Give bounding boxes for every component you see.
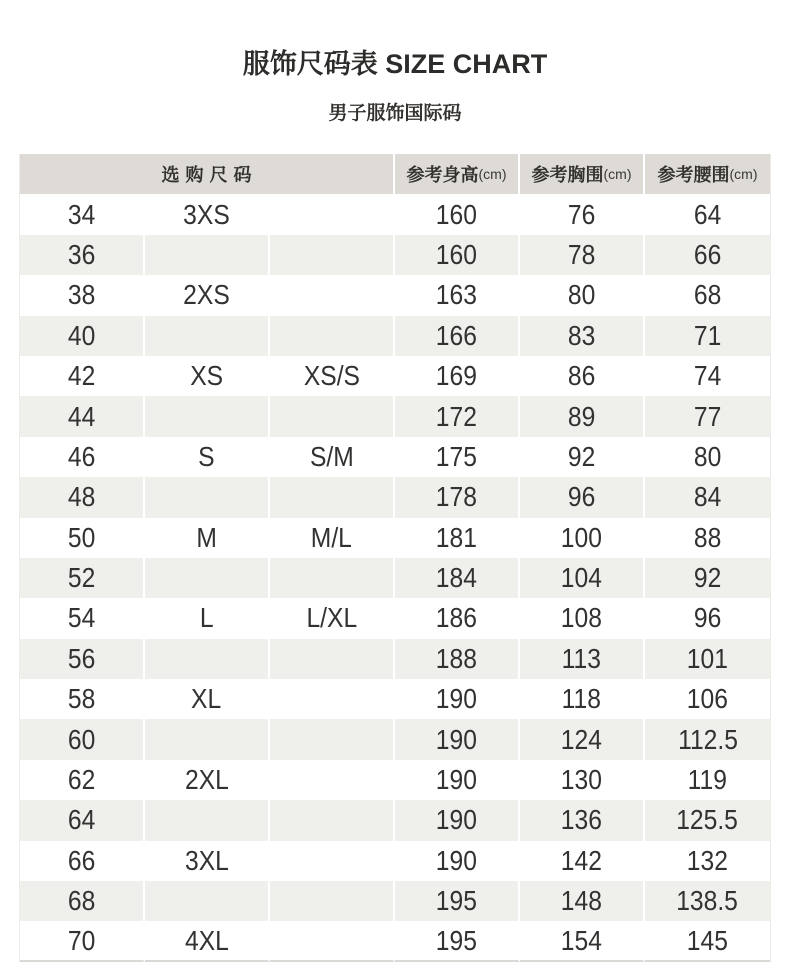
cell-value: 77 <box>693 400 722 432</box>
cell-value: 195 <box>435 924 478 956</box>
cell-value: 190 <box>435 764 478 796</box>
header-waist-label: 参考腰围 <box>657 165 730 186</box>
cell-value: 169 <box>435 360 478 392</box>
cell-intl <box>145 194 270 234</box>
cell-value: 142 <box>560 844 603 876</box>
cell-value: 148 <box>560 885 603 917</box>
header-chest-label: 参考胸围 <box>531 165 604 186</box>
cell-combo <box>270 437 395 477</box>
cell-value: 4XL <box>184 924 229 956</box>
cell-waist <box>645 316 770 356</box>
cell-value: 181 <box>435 521 478 553</box>
cell-value: 74 <box>693 360 722 392</box>
table-row <box>20 356 770 396</box>
cell-chest <box>520 921 645 961</box>
cell-chest <box>520 518 645 558</box>
table-row <box>20 679 770 719</box>
table-row <box>20 316 770 356</box>
cell-value: 52 <box>67 562 96 594</box>
cell-value: M <box>196 521 217 553</box>
cell-waist <box>645 639 770 679</box>
cell-size <box>20 316 145 356</box>
cell-combo <box>270 598 395 638</box>
cell-value: 64 <box>67 804 96 836</box>
cell-chest <box>520 396 645 436</box>
cell-height <box>395 598 520 638</box>
cell-combo <box>270 679 395 719</box>
cell-value: 88 <box>693 521 722 553</box>
cell-value: 96 <box>693 602 722 634</box>
cell-intl <box>145 558 270 598</box>
table-row <box>20 719 770 759</box>
table-row <box>20 194 770 234</box>
cell-height <box>395 396 520 436</box>
cell-value: 2XS <box>183 279 230 311</box>
cell-intl <box>145 396 270 436</box>
cell-value: 154 <box>560 924 603 956</box>
cell-combo <box>270 558 395 598</box>
cell-waist <box>645 881 770 921</box>
cell-intl <box>145 356 270 396</box>
cell-value: 184 <box>435 562 478 594</box>
cell-value: 68 <box>67 885 96 917</box>
cell-combo <box>270 881 395 921</box>
table-row <box>20 598 770 638</box>
cell-value: 36 <box>67 238 96 270</box>
cell-height <box>395 841 520 881</box>
cell-value: 66 <box>67 844 96 876</box>
cell-size <box>20 800 145 840</box>
table-row <box>20 881 770 921</box>
cell-chest <box>520 719 645 759</box>
cell-value: L <box>199 602 214 634</box>
cell-combo <box>270 921 395 961</box>
cell-height <box>395 639 520 679</box>
table-row <box>20 921 770 961</box>
cell-chest <box>520 437 645 477</box>
cell-value: 160 <box>435 198 478 230</box>
cell-height <box>395 558 520 598</box>
cell-size <box>20 356 145 396</box>
cell-value: M/L <box>310 521 353 553</box>
cell-size <box>20 719 145 759</box>
table-row <box>20 800 770 840</box>
table-body <box>20 194 770 961</box>
cell-value: 48 <box>67 481 96 513</box>
cell-value: 112.5 <box>677 723 738 755</box>
cell-value: 106 <box>686 683 729 715</box>
cell-combo <box>270 316 395 356</box>
cell-chest <box>520 679 645 719</box>
cell-value: XS/S <box>303 360 360 392</box>
header-chest-unit: (cm) <box>603 166 632 183</box>
cell-chest <box>520 477 645 517</box>
cell-value: 58 <box>67 683 96 715</box>
cell-size <box>20 558 145 598</box>
table-row <box>20 558 770 598</box>
cell-value: 40 <box>67 319 96 351</box>
cell-value: 86 <box>567 360 596 392</box>
cell-value: 3XS <box>183 198 230 230</box>
cell-size <box>20 194 145 234</box>
cell-size <box>20 760 145 800</box>
cell-value: 138.5 <box>676 885 739 917</box>
cell-chest <box>520 760 645 800</box>
cell-combo <box>270 719 395 759</box>
cell-waist <box>645 558 770 598</box>
cell-value: 50 <box>67 521 96 553</box>
cell-value: 96 <box>567 481 596 513</box>
cell-value: 124 <box>560 723 603 755</box>
cell-value: 188 <box>435 642 478 674</box>
cell-value: 130 <box>560 764 603 796</box>
cell-value: 101 <box>686 642 729 674</box>
cell-value: 76 <box>567 198 596 230</box>
cell-value: 42 <box>67 360 96 392</box>
cell-waist <box>645 518 770 558</box>
cell-value: 190 <box>435 723 478 755</box>
cell-size <box>20 598 145 638</box>
cell-value: 92 <box>693 562 722 594</box>
cell-value: 70 <box>67 924 96 956</box>
cell-combo <box>270 356 395 396</box>
cell-chest <box>520 841 645 881</box>
cell-value: 66 <box>693 238 722 270</box>
table-row <box>20 841 770 881</box>
cell-intl <box>145 235 270 275</box>
cell-value: XS <box>190 360 223 392</box>
cell-value: 89 <box>567 400 596 432</box>
cell-value: 3XL <box>184 844 229 876</box>
cell-height <box>395 437 520 477</box>
cell-size <box>20 679 145 719</box>
cell-value: 62 <box>67 764 96 796</box>
cell-height <box>395 719 520 759</box>
cell-intl <box>145 719 270 759</box>
cell-size <box>20 477 145 517</box>
cell-height <box>395 235 520 275</box>
cell-value: 190 <box>435 683 478 715</box>
header-waist-unit: (cm) <box>729 166 758 183</box>
cell-chest <box>520 639 645 679</box>
cell-height <box>395 194 520 234</box>
page-title: 服饰尺码表 SIZE CHART <box>242 49 548 79</box>
cell-value: 44 <box>67 400 96 432</box>
cell-intl <box>145 477 270 517</box>
cell-height <box>395 316 520 356</box>
table-row <box>20 396 770 436</box>
cell-waist <box>645 437 770 477</box>
cell-value: 34 <box>67 198 96 230</box>
cell-height <box>395 800 520 840</box>
header-size-selection-label: 选购尺码 <box>161 165 258 186</box>
cell-size <box>20 841 145 881</box>
cell-combo <box>270 518 395 558</box>
cell-combo <box>270 639 395 679</box>
cell-value: 108 <box>560 602 603 634</box>
cell-waist <box>645 719 770 759</box>
cell-combo <box>270 477 395 517</box>
table-row <box>20 639 770 679</box>
header-height-label: 参考身高 <box>406 165 479 186</box>
header-cell-chest <box>520 154 645 194</box>
cell-height <box>395 477 520 517</box>
table-row <box>20 518 770 558</box>
cell-height <box>395 518 520 558</box>
cell-value: 60 <box>67 723 96 755</box>
cell-size <box>20 437 145 477</box>
cell-value: 113 <box>561 642 602 674</box>
cell-height <box>395 760 520 800</box>
cell-chest <box>520 558 645 598</box>
cell-waist <box>645 598 770 638</box>
cell-value: 83 <box>567 319 596 351</box>
cell-intl <box>145 518 270 558</box>
cell-size <box>20 518 145 558</box>
cell-value: 118 <box>561 683 602 715</box>
cell-combo <box>270 396 395 436</box>
cell-value: 46 <box>67 440 96 472</box>
cell-value: 80 <box>693 440 722 472</box>
cell-intl <box>145 921 270 961</box>
cell-intl <box>145 760 270 800</box>
cell-value: 195 <box>435 885 478 917</box>
page-subtitle: 男子服饰国际码 <box>328 103 462 124</box>
cell-waist <box>645 275 770 315</box>
cell-value: 68 <box>693 279 722 311</box>
cell-size <box>20 396 145 436</box>
cell-waist <box>645 194 770 234</box>
cell-intl <box>145 437 270 477</box>
cell-value: 172 <box>435 400 478 432</box>
cell-value: 119 <box>687 764 728 796</box>
cell-height <box>395 921 520 961</box>
table-row <box>20 760 770 800</box>
table-row <box>20 477 770 517</box>
cell-intl <box>145 841 270 881</box>
cell-size <box>20 275 145 315</box>
cell-value: 64 <box>693 198 722 230</box>
cell-chest <box>520 598 645 638</box>
cell-combo <box>270 841 395 881</box>
cell-value: 71 <box>693 319 722 351</box>
header-cell-height <box>395 154 520 194</box>
header-cell-size-selection <box>20 154 395 194</box>
cell-value: 190 <box>435 844 478 876</box>
cell-value: 104 <box>560 562 603 594</box>
cell-value: 166 <box>435 319 478 351</box>
cell-waist <box>645 800 770 840</box>
cell-value: 100 <box>560 521 603 553</box>
cell-chest <box>520 356 645 396</box>
cell-chest <box>520 881 645 921</box>
size-table <box>19 154 771 962</box>
cell-value: 178 <box>435 481 478 513</box>
cell-value: 136 <box>560 804 603 836</box>
cell-value: 186 <box>435 602 478 634</box>
table-header-row <box>20 154 770 194</box>
cell-waist <box>645 679 770 719</box>
cell-height <box>395 679 520 719</box>
table-row <box>20 235 770 275</box>
cell-size <box>20 881 145 921</box>
cell-chest <box>520 235 645 275</box>
cell-chest <box>520 800 645 840</box>
cell-combo <box>270 760 395 800</box>
cell-intl <box>145 598 270 638</box>
cell-value: 145 <box>686 924 729 956</box>
cell-value: S/M <box>309 440 354 472</box>
cell-combo <box>270 275 395 315</box>
cell-value: L/XL <box>306 602 357 634</box>
cell-value: S <box>198 440 215 472</box>
cell-waist <box>645 477 770 517</box>
cell-value: XL <box>191 683 222 715</box>
cell-intl <box>145 679 270 719</box>
cell-value: 84 <box>693 481 722 513</box>
cell-waist <box>645 235 770 275</box>
cell-value: 2XL <box>184 764 229 796</box>
cell-value: 160 <box>435 238 478 270</box>
table-row <box>20 437 770 477</box>
cell-value: 190 <box>435 804 478 836</box>
cell-intl <box>145 800 270 840</box>
cell-intl <box>145 316 270 356</box>
cell-value: 38 <box>67 279 96 311</box>
cell-value: 80 <box>567 279 596 311</box>
table-row <box>20 275 770 315</box>
cell-height <box>395 275 520 315</box>
cell-chest <box>520 275 645 315</box>
cell-combo <box>270 194 395 234</box>
cell-value: 132 <box>686 844 729 876</box>
cell-combo <box>270 800 395 840</box>
cell-waist <box>645 356 770 396</box>
cell-chest <box>520 194 645 234</box>
header-height-unit: (cm) <box>478 166 507 183</box>
cell-chest <box>520 316 645 356</box>
cell-value: 56 <box>67 642 96 674</box>
cell-waist <box>645 841 770 881</box>
cell-value: 78 <box>567 238 596 270</box>
cell-waist <box>645 760 770 800</box>
cell-height <box>395 881 520 921</box>
header-cell-waist <box>645 154 770 194</box>
cell-height <box>395 356 520 396</box>
cell-value: 163 <box>435 279 478 311</box>
cell-value: 54 <box>67 602 96 634</box>
cell-value: 125.5 <box>676 804 739 836</box>
cell-value: 92 <box>567 440 596 472</box>
cell-size <box>20 235 145 275</box>
cell-intl <box>145 639 270 679</box>
cell-intl <box>145 881 270 921</box>
cell-intl <box>145 275 270 315</box>
cell-size <box>20 921 145 961</box>
cell-waist <box>645 921 770 961</box>
cell-value: 175 <box>435 440 478 472</box>
cell-combo <box>270 235 395 275</box>
cell-waist <box>645 396 770 436</box>
cell-size <box>20 639 145 679</box>
